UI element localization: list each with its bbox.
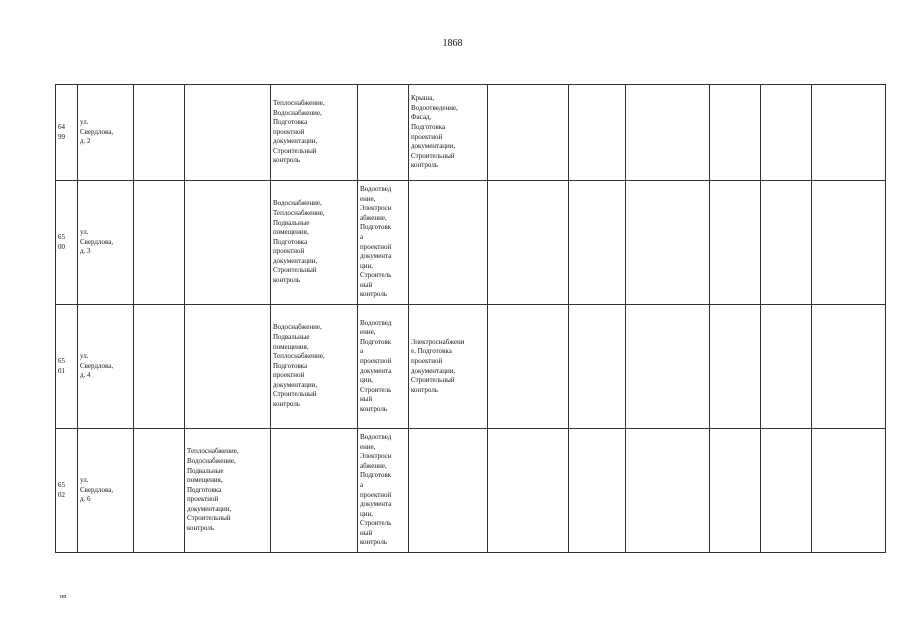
table-cell: [185, 181, 271, 305]
table-cell: [626, 429, 710, 553]
page-number: 1868: [442, 38, 463, 49]
table-cell: [710, 181, 761, 305]
table-cell: [134, 429, 185, 553]
table-cell: [134, 85, 185, 181]
works-cell: Теплоснабжение, Водоснабжение, Подвальные помещения, Подготовка проектной документации, Строительный контроль: [185, 429, 271, 553]
table-cell: [185, 305, 271, 429]
table-cell: [710, 85, 761, 181]
repair-schedule-table: [55, 84, 886, 553]
works-cell: Крыша, Водоотведение, Фасад, Подготовка проектной документации, Строительный контроль: [409, 85, 488, 181]
table-cell: [812, 429, 886, 553]
table-cell: [185, 85, 271, 181]
table-cell: [812, 181, 886, 305]
row-number: 65 02: [56, 429, 78, 553]
table-cell: [812, 305, 886, 429]
table-cell: [626, 181, 710, 305]
table-cell: [761, 85, 812, 181]
address-cell: ул. Свердлова, д. 6: [78, 429, 134, 553]
row-number: 65 00: [56, 181, 78, 305]
table-cell: [488, 429, 569, 553]
works-cell: Водоснабжение, Теплоснабжение, Подвальные помещения, Подготовка проектной документации, Строительный контроль: [271, 181, 358, 305]
works-cell: Водоотвед ение, Подготовк а проектной документа ции, Строитель ный контроль: [358, 305, 409, 429]
table-cell: [271, 429, 358, 553]
table-cell: [569, 181, 626, 305]
table-cell: [409, 429, 488, 553]
table-cell: [134, 181, 185, 305]
table-cell: [761, 181, 812, 305]
address-cell: ул. Свердлова, д. 4: [78, 305, 134, 429]
works-cell: [358, 85, 409, 181]
table-cell: [569, 85, 626, 181]
footer-mark: нп: [60, 594, 67, 600]
table-cell: [710, 429, 761, 553]
works-cell: [409, 181, 488, 305]
table-cell: [626, 85, 710, 181]
works-cell: Электроснабжени е, Подготовка проектной документации, Строительный контроль: [409, 305, 488, 429]
table-cell: [626, 305, 710, 429]
table-cell: [488, 181, 569, 305]
table-row: [56, 429, 886, 553]
table-cell: [569, 429, 626, 553]
table-cell: [710, 305, 761, 429]
table-row: [56, 181, 886, 305]
table-row: [56, 85, 886, 181]
works-cell: Теплоснабжение, Водоснабжение, Подготовка проектной документации, Строительный контроль: [271, 85, 358, 181]
works-cell: Водоснабжение, Подвальные помещения, Теплоснабжение, Подготовка проектной документации, Строительный контроль: [271, 305, 358, 429]
table-cell: [761, 429, 812, 553]
table-cell: [812, 85, 886, 181]
address-cell: ул. Свердлова, д. 2: [78, 85, 134, 181]
table-cell: [761, 305, 812, 429]
table-cell: [488, 85, 569, 181]
table-row: [56, 305, 886, 429]
table-cell: [488, 305, 569, 429]
works-cell: Водоотвед ение, Электросн абжение, Подготовк а проектной документа ции, Строитель ный контроль: [358, 181, 409, 305]
table-cell: [569, 305, 626, 429]
table-cell: [134, 305, 185, 429]
address-cell: ул. Свердлова, д. 3: [78, 181, 134, 305]
row-number: 65 01: [56, 305, 78, 429]
row-number: 64 99: [56, 85, 78, 181]
works-cell: Водоотвед ение, Электросн абжение, Подготовк а проектной документа ции, Строитель ный контроль: [358, 429, 409, 553]
